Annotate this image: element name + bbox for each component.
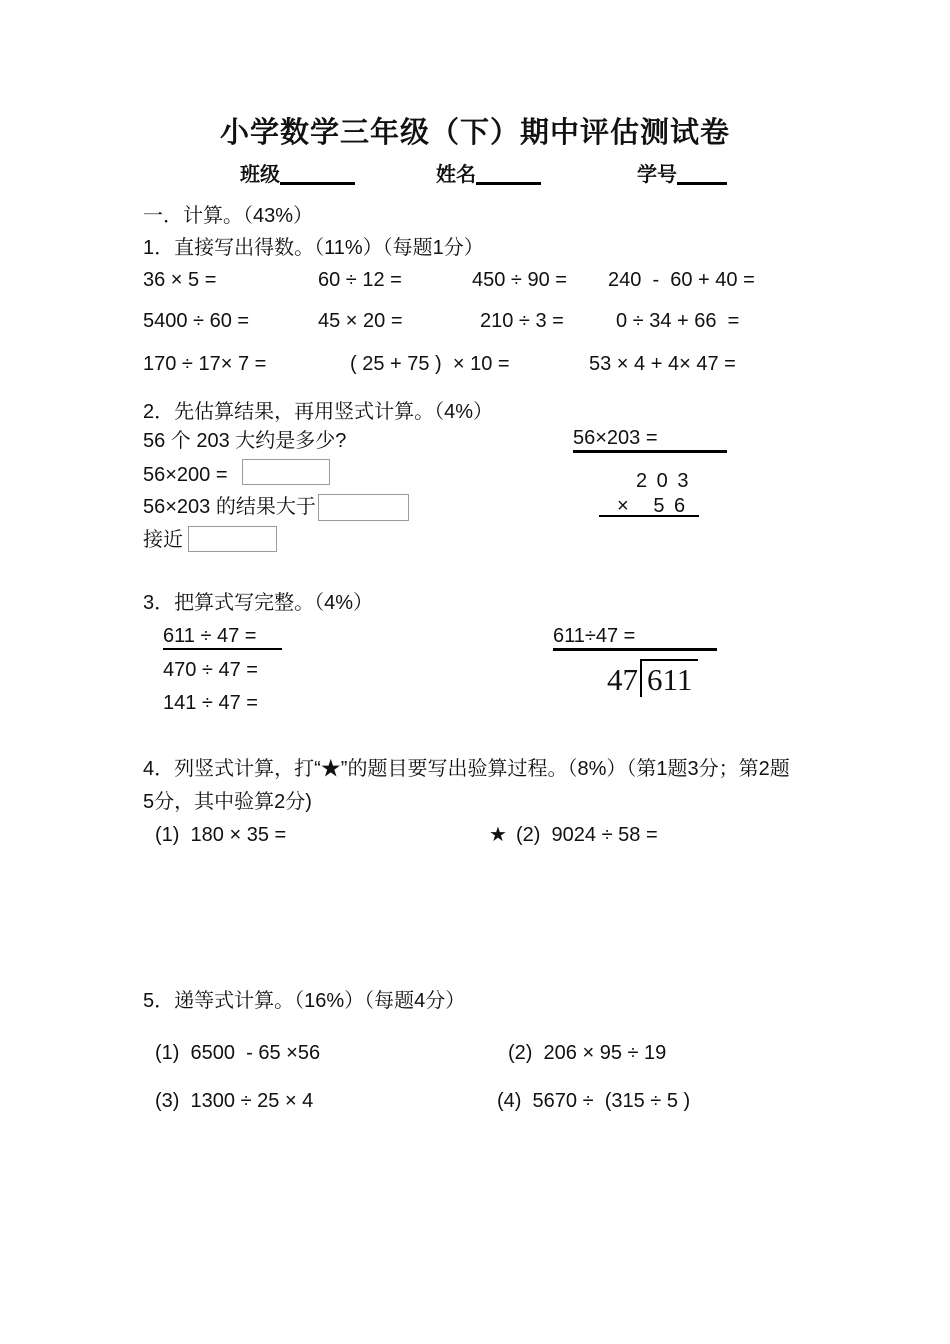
- q2-estimate-label: 56×200 =: [143, 464, 228, 486]
- q3-equation-blank: 611÷47 =: [553, 625, 717, 651]
- long-division: [607, 662, 698, 698]
- q2-question: 56 个 203 大约是多少?: [143, 430, 347, 452]
- vertical-multiplication-bottom: × 5 6: [617, 495, 688, 517]
- q4-heading-line1: 4．列竖式计算，打“★”的题目要写出验算过程。（8%）（第1题3分；第2题: [143, 758, 790, 780]
- field-name-label: 姓名: [436, 164, 476, 186]
- star-icon: ★: [489, 824, 507, 846]
- q2-greater-label: 56×203 的结果大于: [143, 496, 316, 518]
- q3-sub1: 611 ÷ 47 =: [163, 625, 282, 650]
- math-problem: 210 ÷ 3 =: [480, 310, 564, 332]
- q2-answer-box-1[interactable]: [242, 459, 330, 485]
- q4-item2: (2) 9024 ÷ 58 =: [516, 824, 658, 846]
- q3-heading: 3．把算式写完整。（4%）: [143, 592, 374, 614]
- q5-item3: (3) 1300 ÷ 25 × 4: [155, 1090, 314, 1112]
- long-division-dividend: 611: [640, 659, 698, 697]
- math-problem: 45 × 20 =: [318, 310, 403, 332]
- vertical-multiplication-rule: [599, 515, 699, 517]
- field-number-label: 学号: [637, 164, 677, 186]
- field-name: [436, 163, 541, 187]
- math-problem: 0 ÷ 34 + 66 =: [616, 310, 740, 332]
- q4-heading-line2: 5分，其中验算2分): [143, 791, 312, 813]
- math-problem: 53 × 4 + 4× 47 =: [589, 353, 736, 375]
- q5-heading: 5．递等式计算。（16%）（每题4分）: [143, 990, 466, 1012]
- q2-answer-box-3[interactable]: [188, 526, 277, 552]
- section-heading: 一．计算。（43%）: [143, 205, 314, 227]
- page-title: 小学数学三年级（下）期中评估测试卷: [219, 117, 730, 149]
- q5-item2: (2) 206 × 95 ÷ 19: [508, 1042, 667, 1064]
- q5-item1: (1) 6500 - 65 ×56: [155, 1042, 321, 1064]
- q1-heading: 1．直接写出得数。（11%）（每题1分）: [143, 237, 484, 259]
- math-problem: 60 ÷ 12 =: [318, 269, 402, 291]
- q2-answer-box-2[interactable]: [318, 494, 409, 521]
- q5-item4: (4) 5670 ÷ (315 ÷ 5 ): [497, 1090, 691, 1112]
- math-problem: ( 25 + 75 ) × 10 =: [350, 353, 510, 375]
- field-number-blank: [677, 182, 727, 185]
- field-name-blank: [476, 182, 541, 185]
- field-class: [240, 163, 355, 187]
- q3-sub2: 470 ÷ 47 =: [163, 659, 258, 681]
- field-number: [637, 163, 727, 187]
- field-class-label: 班级: [240, 164, 280, 186]
- math-problem: 170 ÷ 17× 7 =: [143, 353, 267, 375]
- q2-close-label: 接近: [143, 529, 183, 551]
- math-problem: 36 × 5 =: [143, 269, 217, 291]
- q3-sub3: 141 ÷ 47 =: [163, 692, 258, 714]
- field-class-blank: [280, 182, 355, 185]
- math-problem: 240 - 60 + 40 =: [608, 269, 755, 291]
- q2-heading: 2．先估算结果，再用竖式计算。（4%）: [143, 401, 494, 423]
- q2-equation-blank: 56×203 =: [573, 427, 727, 453]
- math-problem: 450 ÷ 90 =: [472, 269, 567, 291]
- vertical-multiplication-top: 2 0 3: [636, 470, 691, 492]
- long-division-divisor: 47: [607, 662, 638, 697]
- math-problem: 5400 ÷ 60 =: [143, 310, 250, 332]
- q4-item1: (1) 180 × 35 =: [155, 824, 287, 846]
